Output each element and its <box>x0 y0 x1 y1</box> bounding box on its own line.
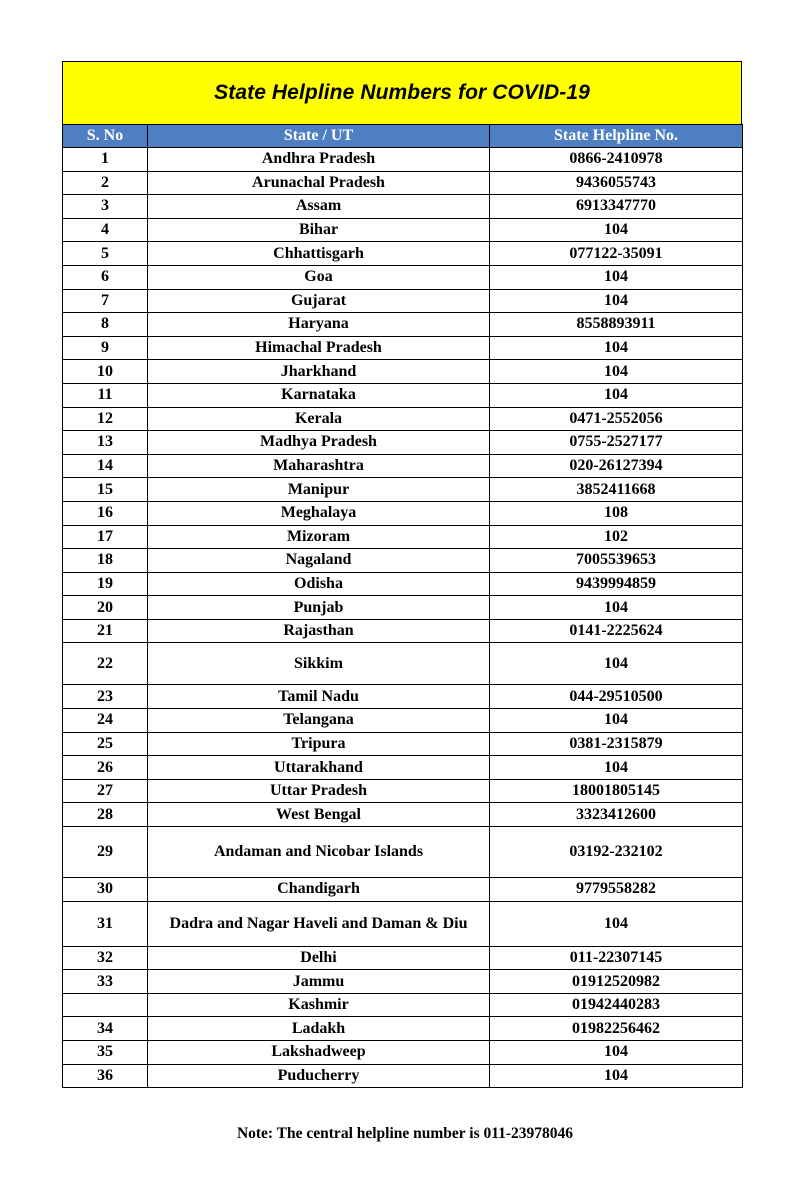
table-row <box>63 265 743 289</box>
helpline-number-cell: 104 <box>490 901 743 946</box>
serial-number-cell: 16 <box>63 501 148 525</box>
serial-number-cell: 31 <box>63 901 148 946</box>
table-row <box>63 878 743 902</box>
serial-number-cell: 1 <box>63 148 148 172</box>
table-row <box>63 596 743 620</box>
serial-number-cell: 24 <box>63 709 148 733</box>
state-name-cell: Dadra and Nagar Haveli and Daman & Diu <box>148 901 490 946</box>
state-name-cell: Gujarat <box>148 289 490 313</box>
table-row <box>63 993 743 1017</box>
helpline-table <box>62 124 743 1088</box>
table-row <box>63 619 743 643</box>
state-name-cell: Maharashtra <box>148 454 490 478</box>
serial-number-cell: 20 <box>63 596 148 620</box>
helpline-number-cell: 104 <box>490 289 743 313</box>
table-row <box>63 454 743 478</box>
table-row <box>63 572 743 596</box>
state-name-cell: Sikkim <box>148 643 490 685</box>
table-row <box>63 171 743 195</box>
helpline-number-cell: 0471-2552056 <box>490 407 743 431</box>
serial-number-cell: 7 <box>63 289 148 313</box>
table-row <box>63 732 743 756</box>
serial-number-cell: 8 <box>63 313 148 337</box>
state-name-cell: Chandigarh <box>148 878 490 902</box>
state-name-cell: Andaman and Nicobar Islands <box>148 827 490 878</box>
table-row <box>63 970 743 994</box>
table-row <box>63 1064 743 1088</box>
serial-number-cell: 33 <box>63 970 148 994</box>
table-row <box>63 431 743 455</box>
header-row <box>63 125 743 148</box>
helpline-number-cell: 9439994859 <box>490 572 743 596</box>
title-banner <box>62 61 742 124</box>
serial-number-cell: 2 <box>63 171 148 195</box>
state-name-cell: Arunachal Pradesh <box>148 171 490 195</box>
state-name-cell: Madhya Pradesh <box>148 431 490 455</box>
state-name-cell: Odisha <box>148 572 490 596</box>
state-name-cell: Jammu <box>148 970 490 994</box>
table-row <box>63 195 743 219</box>
state-name-cell: Chhattisgarh <box>148 242 490 266</box>
state-name-cell: Andhra Pradesh <box>148 148 490 172</box>
state-name-cell: Goa <box>148 265 490 289</box>
serial-number-cell: 28 <box>63 803 148 827</box>
helpline-number-cell: 01982256462 <box>490 1017 743 1041</box>
column-header-state: State / UT <box>148 125 490 148</box>
helpline-number-cell: 077122-35091 <box>490 242 743 266</box>
table-row <box>63 313 743 337</box>
table-body <box>63 148 743 1088</box>
serial-number-cell: 36 <box>63 1064 148 1088</box>
helpline-number-cell: 3852411668 <box>490 478 743 502</box>
state-name-cell: Kashmir <box>148 993 490 1017</box>
helpline-number-cell: 0866-2410978 <box>490 148 743 172</box>
state-name-cell: Lakshadweep <box>148 1041 490 1065</box>
serial-number-cell: 21 <box>63 619 148 643</box>
table-row <box>63 242 743 266</box>
helpline-number-cell: 104 <box>490 1064 743 1088</box>
serial-number-cell: 22 <box>63 643 148 685</box>
table-row <box>63 709 743 733</box>
serial-number-cell <box>63 993 148 1017</box>
serial-number-cell: 29 <box>63 827 148 878</box>
table-row <box>63 1041 743 1065</box>
table-row <box>63 218 743 242</box>
table-row <box>63 360 743 384</box>
state-name-cell: Himachal Pradesh <box>148 336 490 360</box>
table-row <box>63 501 743 525</box>
table-row <box>63 478 743 502</box>
helpline-number-cell: 01912520982 <box>490 970 743 994</box>
table-row <box>63 289 743 313</box>
helpline-number-cell: 104 <box>490 265 743 289</box>
helpline-number-cell: 18001805145 <box>490 779 743 803</box>
serial-number-cell: 12 <box>63 407 148 431</box>
state-name-cell: Punjab <box>148 596 490 620</box>
serial-number-cell: 15 <box>63 478 148 502</box>
serial-number-cell: 25 <box>63 732 148 756</box>
helpline-number-cell: 9436055743 <box>490 171 743 195</box>
serial-number-cell: 30 <box>63 878 148 902</box>
state-name-cell: Karnataka <box>148 383 490 407</box>
serial-number-cell: 13 <box>63 431 148 455</box>
table-row <box>63 148 743 172</box>
table-row <box>63 1017 743 1041</box>
table-row <box>63 756 743 780</box>
state-name-cell: Jharkhand <box>148 360 490 384</box>
table-row <box>63 901 743 946</box>
state-name-cell: Assam <box>148 195 490 219</box>
state-name-cell: Uttarakhand <box>148 756 490 780</box>
central-helpline-note: Note: The central helpline number is 011-23978046 <box>236 1125 574 1142</box>
helpline-number-cell: 0381-2315879 <box>490 732 743 756</box>
serial-number-cell: 26 <box>63 756 148 780</box>
serial-number-cell: 6 <box>63 265 148 289</box>
state-name-cell: Kerala <box>148 407 490 431</box>
serial-number-cell: 5 <box>63 242 148 266</box>
state-name-cell: Tamil Nadu <box>148 685 490 709</box>
helpline-number-cell: 104 <box>490 1041 743 1065</box>
state-name-cell: Bihar <box>148 218 490 242</box>
helpline-number-cell: 104 <box>490 383 743 407</box>
serial-number-cell: 18 <box>63 549 148 573</box>
state-name-cell: Nagaland <box>148 549 490 573</box>
table-row <box>63 827 743 878</box>
helpline-number-cell: 3323412600 <box>490 803 743 827</box>
helpline-number-cell: 0755-2527177 <box>490 431 743 455</box>
state-name-cell: Mizoram <box>148 525 490 549</box>
serial-number-cell: 34 <box>63 1017 148 1041</box>
serial-number-cell: 35 <box>63 1041 148 1065</box>
page-title: State Helpline Numbers for COVID-19 <box>214 81 590 104</box>
helpline-number-cell: 104 <box>490 709 743 733</box>
serial-number-cell: 19 <box>63 572 148 596</box>
serial-number-cell: 32 <box>63 946 148 970</box>
table-row <box>63 946 743 970</box>
helpline-number-cell: 7005539653 <box>490 549 743 573</box>
helpline-number-cell: 102 <box>490 525 743 549</box>
helpline-number-cell: 108 <box>490 501 743 525</box>
state-name-cell: Uttar Pradesh <box>148 779 490 803</box>
helpline-number-cell: 104 <box>490 596 743 620</box>
table-row <box>63 685 743 709</box>
serial-number-cell: 9 <box>63 336 148 360</box>
helpline-number-cell: 9779558282 <box>490 878 743 902</box>
serial-number-cell: 10 <box>63 360 148 384</box>
serial-number-cell: 27 <box>63 779 148 803</box>
state-name-cell: Telangana <box>148 709 490 733</box>
table-row <box>63 336 743 360</box>
table-header <box>63 125 743 148</box>
helpline-number-cell: 0141-2225624 <box>490 619 743 643</box>
serial-number-cell: 23 <box>63 685 148 709</box>
table-row <box>63 643 743 685</box>
state-name-cell: Ladakh <box>148 1017 490 1041</box>
state-name-cell: Haryana <box>148 313 490 337</box>
helpline-number-cell: 104 <box>490 643 743 685</box>
table-row <box>63 407 743 431</box>
helpline-number-cell: 104 <box>490 336 743 360</box>
state-name-cell: Delhi <box>148 946 490 970</box>
serial-number-cell: 17 <box>63 525 148 549</box>
serial-number-cell: 3 <box>63 195 148 219</box>
helpline-number-cell: 104 <box>490 756 743 780</box>
state-name-cell: Meghalaya <box>148 501 490 525</box>
helpline-number-cell: 8558893911 <box>490 313 743 337</box>
column-header-helpline: State Helpline No. <box>490 125 743 148</box>
helpline-number-cell: 6913347770 <box>490 195 743 219</box>
state-name-cell: West Bengal <box>148 803 490 827</box>
state-name-cell: Manipur <box>148 478 490 502</box>
helpline-number-cell: 044-29510500 <box>490 685 743 709</box>
helpline-number-cell: 104 <box>490 218 743 242</box>
serial-number-cell: 4 <box>63 218 148 242</box>
helpline-number-cell: 03192-232102 <box>490 827 743 878</box>
table-row <box>63 525 743 549</box>
helpline-document <box>62 61 742 1088</box>
table-row <box>63 803 743 827</box>
serial-number-cell: 14 <box>63 454 148 478</box>
table-row <box>63 549 743 573</box>
helpline-number-cell: 104 <box>490 360 743 384</box>
helpline-number-cell: 01942440283 <box>490 993 743 1017</box>
state-name-cell: Tripura <box>148 732 490 756</box>
state-name-cell: Puducherry <box>148 1064 490 1088</box>
table-row <box>63 383 743 407</box>
state-name-cell: Rajasthan <box>148 619 490 643</box>
table-row <box>63 779 743 803</box>
helpline-number-cell: 020-26127394 <box>490 454 743 478</box>
serial-number-cell: 11 <box>63 383 148 407</box>
column-header-sno: S. No <box>63 125 148 148</box>
helpline-number-cell: 011-22307145 <box>490 946 743 970</box>
